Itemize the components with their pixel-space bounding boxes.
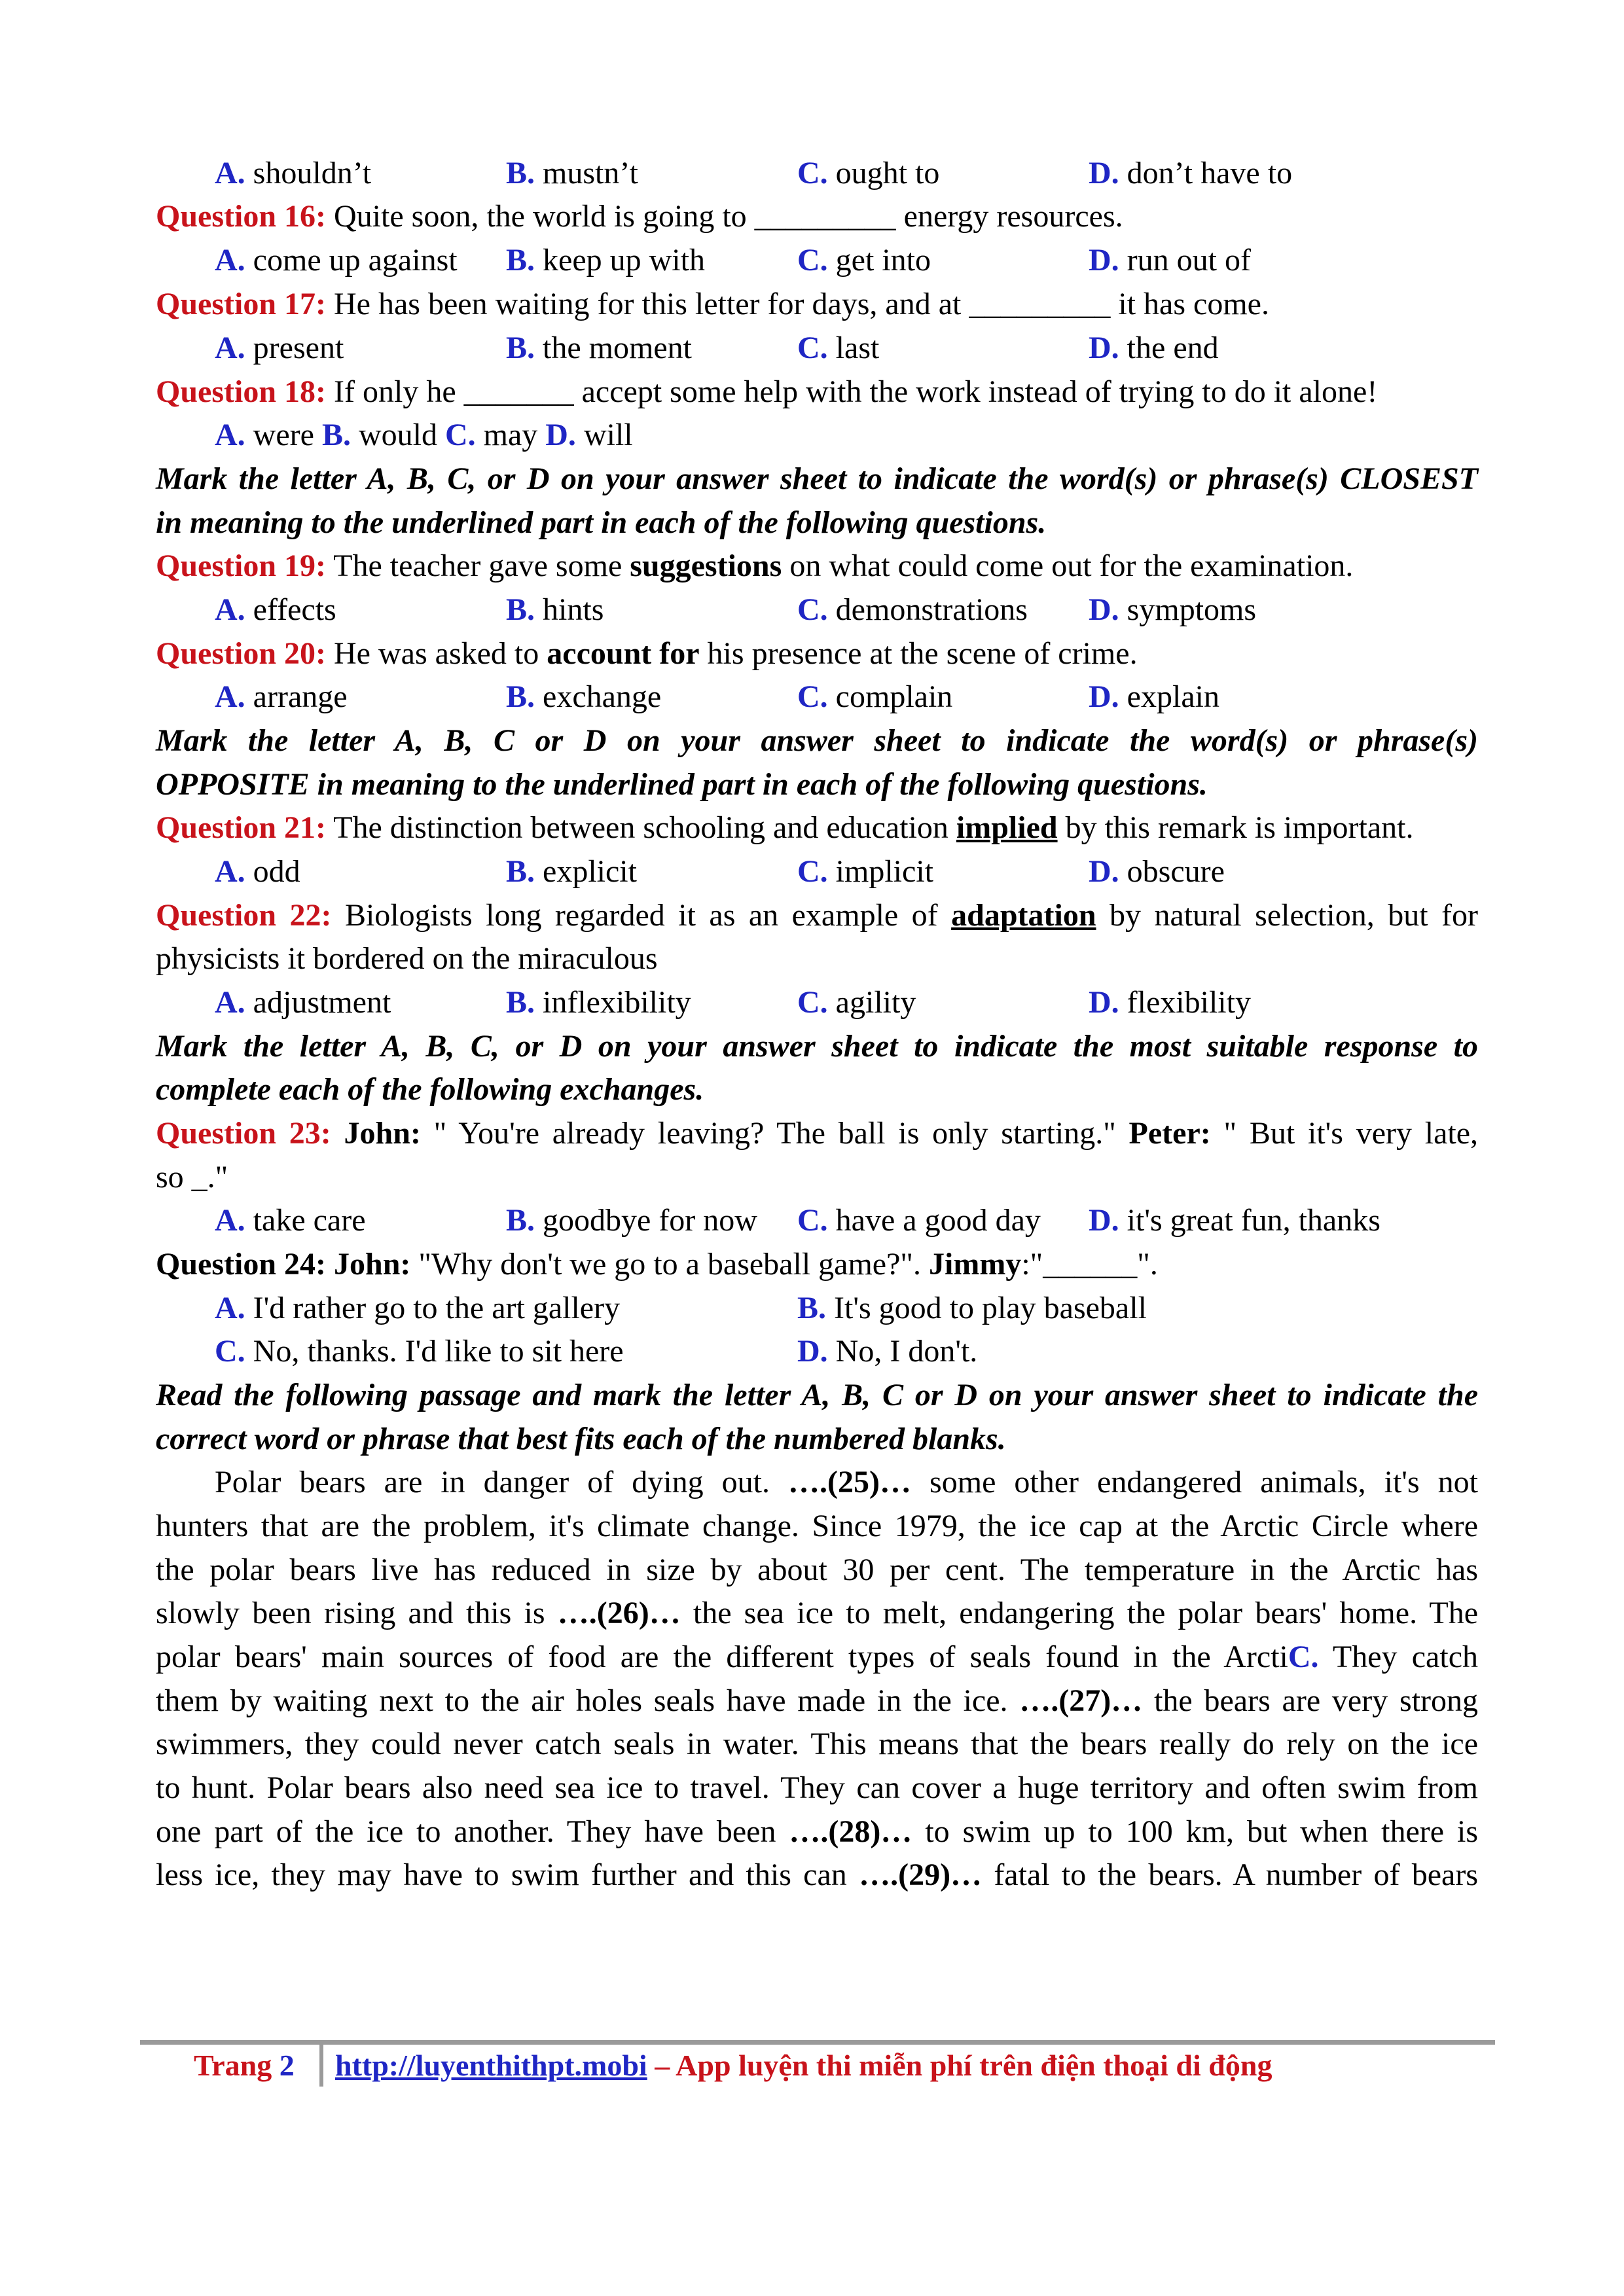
instruction-closest-line2: in meaning to the underlined part in each of the following questions. [156,505,1047,540]
q16-option-b[interactable]: B. keep up with [506,243,705,278]
q18-option-a[interactable]: A. were [215,418,314,452]
q24-option-a[interactable]: A. I'd rather go to the art gallery [215,1291,621,1325]
question-label: Question 19: [156,548,327,583]
underlined-word: adaptation [951,898,1096,933]
passage-line-4: slowly been rising and this is ….(26)… the sea ice to melt, endangering the polar bears' home. The [156,1596,1479,1630]
passage-line-7: swimmers, they could never catch seals in water. This means that the bears really do rely on the ice [156,1727,1478,1761]
instruction-response-line1: Mark the letter A, B, C, or D on your answer sheet to indicate the most suitable response to [156,1029,1478,1064]
q15-option-a[interactable]: A. shouldn’t [215,156,372,190]
footer-divider [319,2045,323,2087]
blank-28: ….(28)… [789,1814,912,1849]
q15-option-d[interactable]: D. don’t have to [1089,156,1293,190]
blank-29: ….(29)… [859,1857,983,1892]
q15-option-c[interactable]: C. ought to [797,156,940,190]
q24-option-c[interactable]: C. No, thanks. I'd like to sit here [215,1334,624,1369]
instruction-passage-line2: correct word or phrase that best fits each of the numbered blanks. [156,1422,1006,1456]
q19-option-d[interactable]: D. symptoms [1089,592,1257,627]
q17-option-d[interactable]: D. the end [1089,331,1219,365]
q23-option-c[interactable]: C. have a good day [797,1203,1041,1238]
q21-option-a[interactable]: A. odd [215,854,300,889]
passage-line-8: to hunt. Polar bears also need sea ice to travel. They can cover a huge territory and often swim from [156,1770,1478,1805]
q20-option-b[interactable]: B. exchange [506,679,662,714]
q24-stem: Question 24: John: "Why don't we go to a baseball game?". Jimmy:"______". [156,1247,1158,1282]
question-label: Question 23: [156,1116,331,1151]
q22-option-d[interactable]: D. flexibility [1089,985,1251,1020]
q17-option-b[interactable]: B. the moment [506,331,692,365]
q17-option-a[interactable]: A. present [215,331,344,365]
footer-text: http://luyenthithpt.mobi – App luyện thi miễn phí trên điện thoại di động [335,2049,1272,2082]
q18-options [156,414,1478,457]
passage-line-6: them by waiting next to the air holes seals have made in the ice. ….(27)… the bears are very strong [156,1683,1479,1718]
footer-link[interactable]: http://luyenthithpt.mobi [335,2049,647,2082]
q16-stem: Question 16: Quite soon, the world is going to _________ energy resources. [156,199,1123,234]
question-label: Question 16: [156,199,327,234]
q20-stem: Question 20: He was asked to account for his presence at the scene of crime. [156,636,1138,671]
q23-stem: Question 23: John: " You're already leaving? The ball is only starting." Peter: " But it's very late, [156,1116,1479,1151]
q18-option-b[interactable]: B. would [321,418,437,452]
q22-option-b[interactable]: B. inflexibility [506,985,691,1020]
page-number: Trang 2 [194,2049,295,2082]
key-word: suggestions [630,548,782,583]
q21-option-b[interactable]: B. explicit [506,854,637,889]
q19-stem: Question 19: The teacher gave some suggestions on what could come out for the examination. [156,548,1354,583]
blank-25: ….(25)… [788,1465,912,1499]
key-word: account for [547,636,700,671]
q22-option-a[interactable]: A. adjustment [215,985,391,1020]
q23-option-d[interactable]: D. it's great fun, thanks [1089,1203,1380,1238]
q20-option-c[interactable]: C. complain [797,679,953,714]
underlined-word: implied [956,810,1058,845]
instruction-closest-line1: Mark the letter A, B, C, or D on your answer sheet to indicate the word(s) or phrase(s) CLOSEST [156,461,1478,496]
question-label: Question 18: [156,374,327,409]
q20-option-d[interactable]: D. explain [1089,679,1219,714]
q15-option-b[interactable]: B. mustn’t [506,156,638,190]
q21-option-d[interactable]: D. obscure [1089,854,1225,889]
question-label: Question 21: [156,810,327,845]
q22-stem-line2: physicists it bordered on the miraculous [156,941,658,976]
q23-option-b[interactable]: B. goodbye for now [506,1203,757,1238]
question-label: Question 20: [156,636,327,671]
q18-stem: Question 18: If only he _______ accept some help with the work instead of trying to do it alone! [156,374,1378,409]
q17-stem: Question 17: He has been waiting for this letter for days, and at _________ it has come. [156,287,1269,321]
passage-line-1: Polar bears are in danger of dying out. ….(25)… some other endangered animals, it's not [215,1465,1478,1499]
q16-option-c[interactable]: C. get into [797,243,931,278]
question-label: Question 24: [156,1247,327,1282]
q18-option-d[interactable]: D. will [545,418,633,452]
blank-27: ….(27)… [1019,1683,1143,1718]
instruction-passage-line1: Read the following passage and mark the letter A, B, C or D on your answer sheet to indicate the [156,1378,1478,1412]
question-label: Question 17: [156,287,327,321]
q22-option-c[interactable]: C. agility [797,985,916,1020]
q22-stem: Question 22: Biologists long regarded it as an example of adaptation by natural selection, but for [156,898,1479,933]
q19-option-c[interactable]: C. demonstrations [797,592,1028,627]
instruction-opposite-line1: Mark the letter A, B, C or D on your answer sheet to indicate the word(s) or phrase(s) [156,723,1478,758]
passage-line-10: less ice, they may have to swim further and this can ….(29)… fatal to the bears. A number of bears [156,1857,1479,1892]
footer-rule [140,2040,1495,2045]
instruction-response-line2: complete each of the following exchanges. [156,1072,704,1107]
q21-option-c[interactable]: C. implicit [797,854,933,889]
q21-stem: Question 21: The distinction between schooling and education implied by this remark is important. [156,810,1414,845]
q20-option-a[interactable]: A. arrange [215,679,348,714]
question-label: Question 22: [156,898,332,933]
q16-option-d[interactable]: D. run out of [1089,243,1251,278]
q16-option-a[interactable]: A. come up against [215,243,458,278]
q23-stem-line2: so _." [156,1160,228,1194]
q24-option-b[interactable]: B. It's good to play baseball [797,1291,1147,1325]
q19-option-a[interactable]: A. effects [215,592,336,627]
passage-line-9: one part of the ice to another. They have been ….(28)… to swim up to 100 km, but when there is [156,1814,1478,1849]
instruction-opposite-line2: OPPOSITE in meaning to the underlined part in each of the following questions. [156,767,1208,802]
blank-26: ….(26)… [557,1596,681,1630]
q18-option-c[interactable]: C. may [444,418,538,452]
passage-line-3: the polar bears live has reduced in size by about 30 per cent. The temperature in the Arctic has [156,1552,1478,1587]
q19-option-b[interactable]: B. hints [506,592,604,627]
q17-option-c[interactable]: C. last [797,331,880,365]
passage-line-2: hunters that are the problem, it's climate change. Since 1979, the ice cap at the Arctic Circle where [156,1509,1478,1543]
passage-line-5: polar bears' main sources of food are the different types of seals found in the ArctiC. They catch [156,1640,1478,1674]
q24-option-d[interactable]: D. No, I don't. [797,1334,978,1369]
q23-option-a[interactable]: A. take care [215,1203,366,1238]
